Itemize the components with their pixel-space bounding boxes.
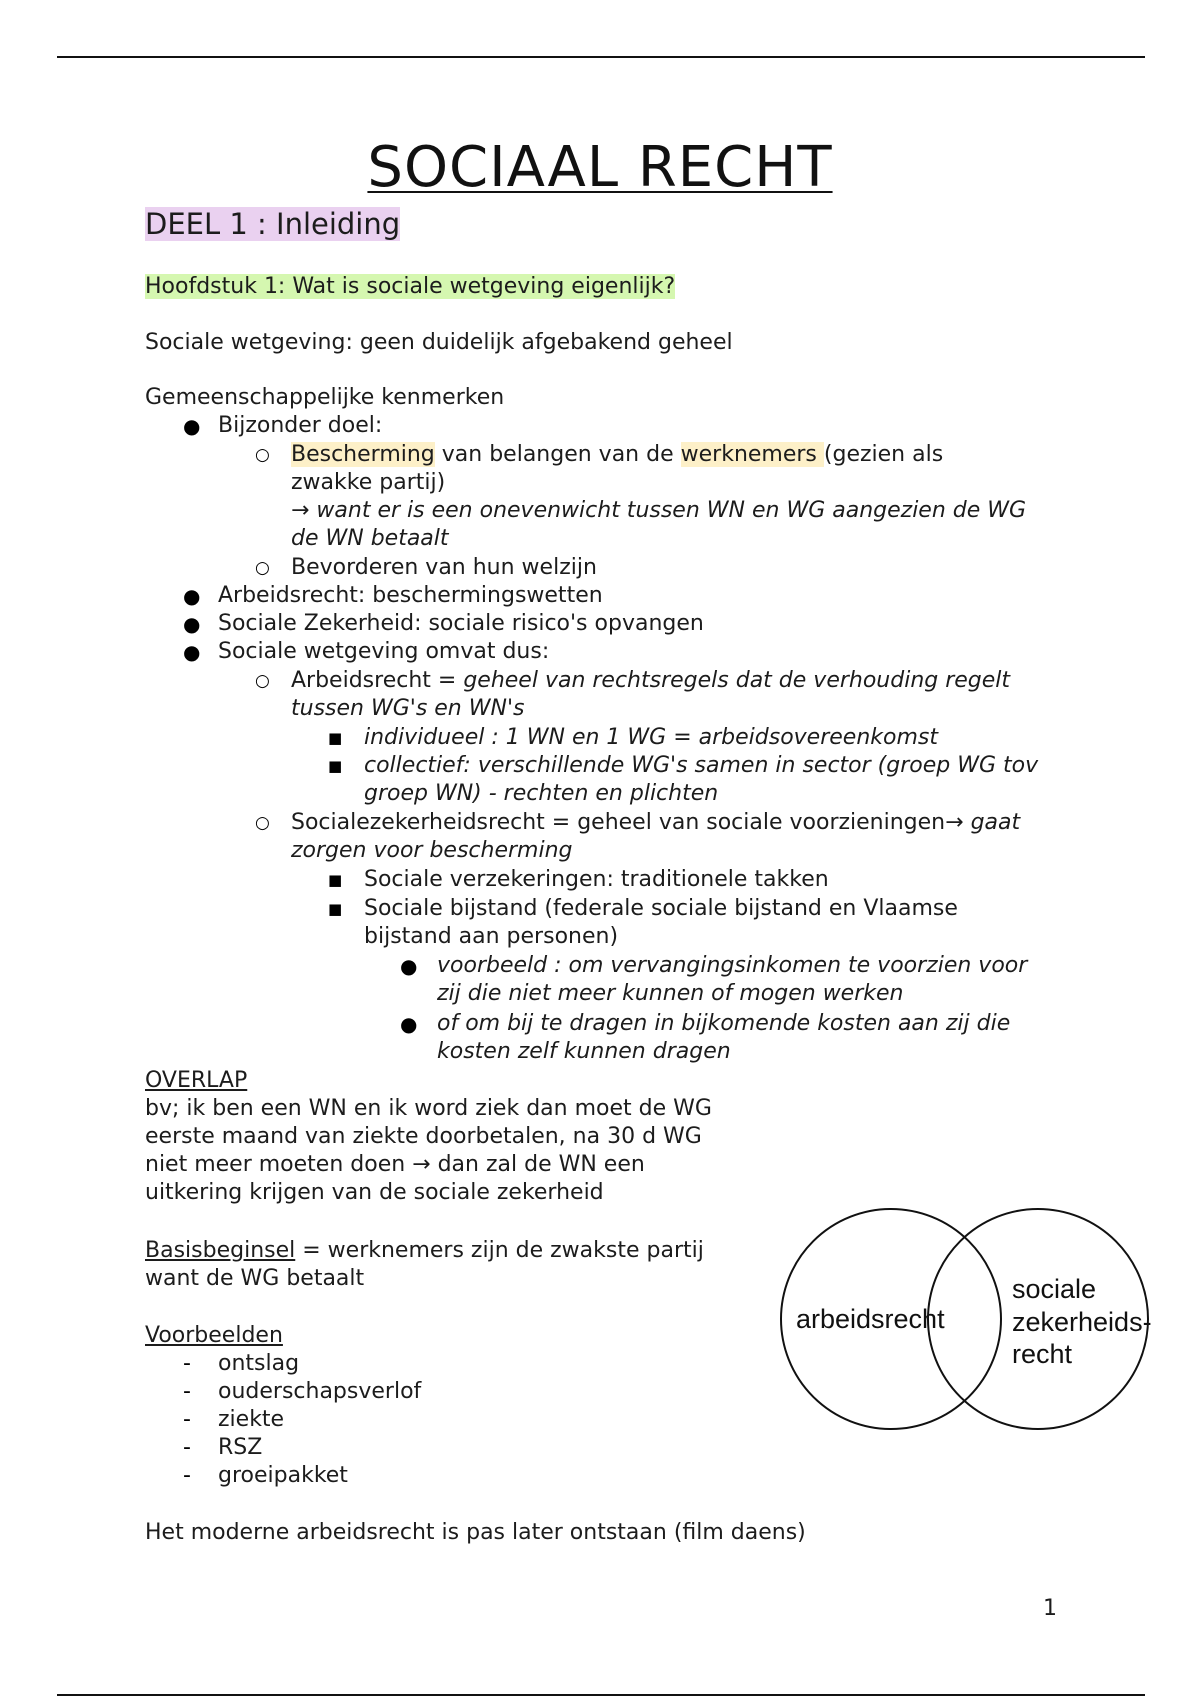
dash-bullet-icon: - [183, 1435, 191, 1460]
venn-right-label-2: zekerheids- [1012, 1307, 1152, 1337]
overlap-line-3: niet meer moeten doen → dan zal de WN een [145, 1152, 645, 1177]
principle-line-2: want de WG betaalt [145, 1266, 365, 1291]
labour-definition: Arbeidsrecht = geheel van rechtsregels dat de verhouding regelt [291, 668, 1011, 693]
bottom-rule [57, 1694, 1145, 1696]
reason-line-1: → want er is een onevenwicht tussen WN en WG aangezien de WG [291, 498, 1027, 523]
bullet-square-icon: ■ [328, 900, 343, 918]
welfare-line: Bevorderen van hun welzijn [291, 555, 597, 580]
labour-law-line: Arbeidsrecht: beschermingswetten [218, 583, 603, 608]
reason-line-2: de WN betaalt [291, 526, 449, 551]
dash-bullet-icon: - [183, 1463, 191, 1488]
scope-label: Sociale wetgeving omvat dus: [218, 639, 550, 664]
overlap-heading: OVERLAP [145, 1068, 248, 1093]
bullet-circle-icon: ○ [255, 671, 270, 691]
ss-definition: Socialezekerheidsrecht = geheel van sociale voorzieningen→ gaat [291, 810, 1021, 835]
collective-line-2: groep WN) - rechten en plichten [364, 781, 719, 806]
venn-right-label-1: sociale [1012, 1274, 1097, 1304]
dash-bullet-icon: - [183, 1379, 191, 1404]
overlap-line-2: eerste maand van ziekte doorbetalen, na 30 d WG [145, 1124, 702, 1149]
bullet-circle-icon: ○ [255, 558, 270, 578]
example1-line-1: voorbeeld : om vervangingsinkomen te voorzien voor [437, 953, 1028, 978]
protection-line-2: zwakke partij) [291, 470, 446, 495]
insurance-line: Sociale verzekeringen: traditionele takken [364, 867, 829, 892]
example-item: RSZ [218, 1435, 263, 1460]
features-heading: Gemeenschappelijke kenmerken [145, 385, 505, 410]
example-item: ziekte [218, 1407, 285, 1432]
venn-left-label: arbeidsrecht [796, 1304, 945, 1334]
social-security-line: Sociale Zekerheid: sociale risico's opvangen [218, 611, 704, 636]
bullet-disc-icon: ● [183, 584, 201, 608]
example1-line-2: zij die niet meer kunnen of mogen werken [437, 981, 904, 1006]
example-item: ouderschapsverlof [218, 1379, 422, 1404]
chapter-heading: Hoofdstuk 1: Wat is sociale wetgeving eigenlijk? [145, 274, 676, 299]
bullet-disc-icon: ● [400, 1012, 418, 1036]
bullet-circle-icon: ○ [255, 445, 270, 465]
principle-line: Basisbeginsel = werknemers zijn de zwakste partij [145, 1238, 704, 1263]
bullet-square-icon: ■ [328, 757, 343, 775]
example2-line-2: kosten zelf kunnen dragen [437, 1039, 731, 1064]
overlap-line-4: uitkering krijgen van de sociale zekerheid [145, 1180, 604, 1205]
part-heading: DEEL 1 : Inleiding [145, 207, 401, 241]
bullet-square-icon: ■ [328, 871, 343, 889]
dash-bullet-icon: - [183, 1407, 191, 1432]
labour-definition-2: tussen WG's en WN's [291, 696, 525, 721]
bullet-square-icon: ■ [328, 729, 343, 747]
individual-line: individueel : 1 WN en 1 WG = arbeidsovereenkomst [364, 725, 938, 750]
examples-heading: Voorbeelden [145, 1323, 283, 1348]
bullet-disc-icon: ● [400, 954, 418, 978]
dash-bullet-icon: - [183, 1351, 191, 1376]
example-item: groeipakket [218, 1463, 348, 1488]
bullet-circle-icon: ○ [255, 813, 270, 833]
collective-line-1: collectief: verschillende WG's samen in sector (groep WG tov [364, 753, 1039, 778]
closing-line: Het moderne arbeidsrecht is pas later ontstaan (film daens) [145, 1520, 806, 1545]
bullet-disc-icon: ● [183, 640, 201, 664]
overlap-line-1: bv; ik ben een WN en ik word ziek dan moet de WG [145, 1096, 712, 1121]
bullet-disc-icon: ● [183, 612, 201, 636]
example-item: ontslag [218, 1351, 300, 1376]
assistance-line-2: bijstand aan personen) [364, 924, 619, 949]
page-title: SOCIAAL RECHT [367, 135, 833, 200]
ss-definition-2: zorgen voor bescherming [291, 838, 573, 863]
venn-right-label-3: recht [1012, 1339, 1073, 1369]
assistance-line-1: Sociale bijstand (federale sociale bijstand en Vlaamse [364, 896, 958, 921]
protection-line: Bescherming van belangen van de werknemers (gezien als [291, 442, 944, 467]
intro-text: Sociale wetgeving: geen duidelijk afgebakend geheel [145, 330, 733, 355]
bullet-disc-icon: ● [183, 414, 201, 438]
page-number: 1 [1043, 1596, 1057, 1621]
example2-line-1: of om bij te dragen in bijkomende kosten aan zij die [437, 1011, 1011, 1036]
goal-label: Bijzonder doel: [218, 413, 383, 438]
